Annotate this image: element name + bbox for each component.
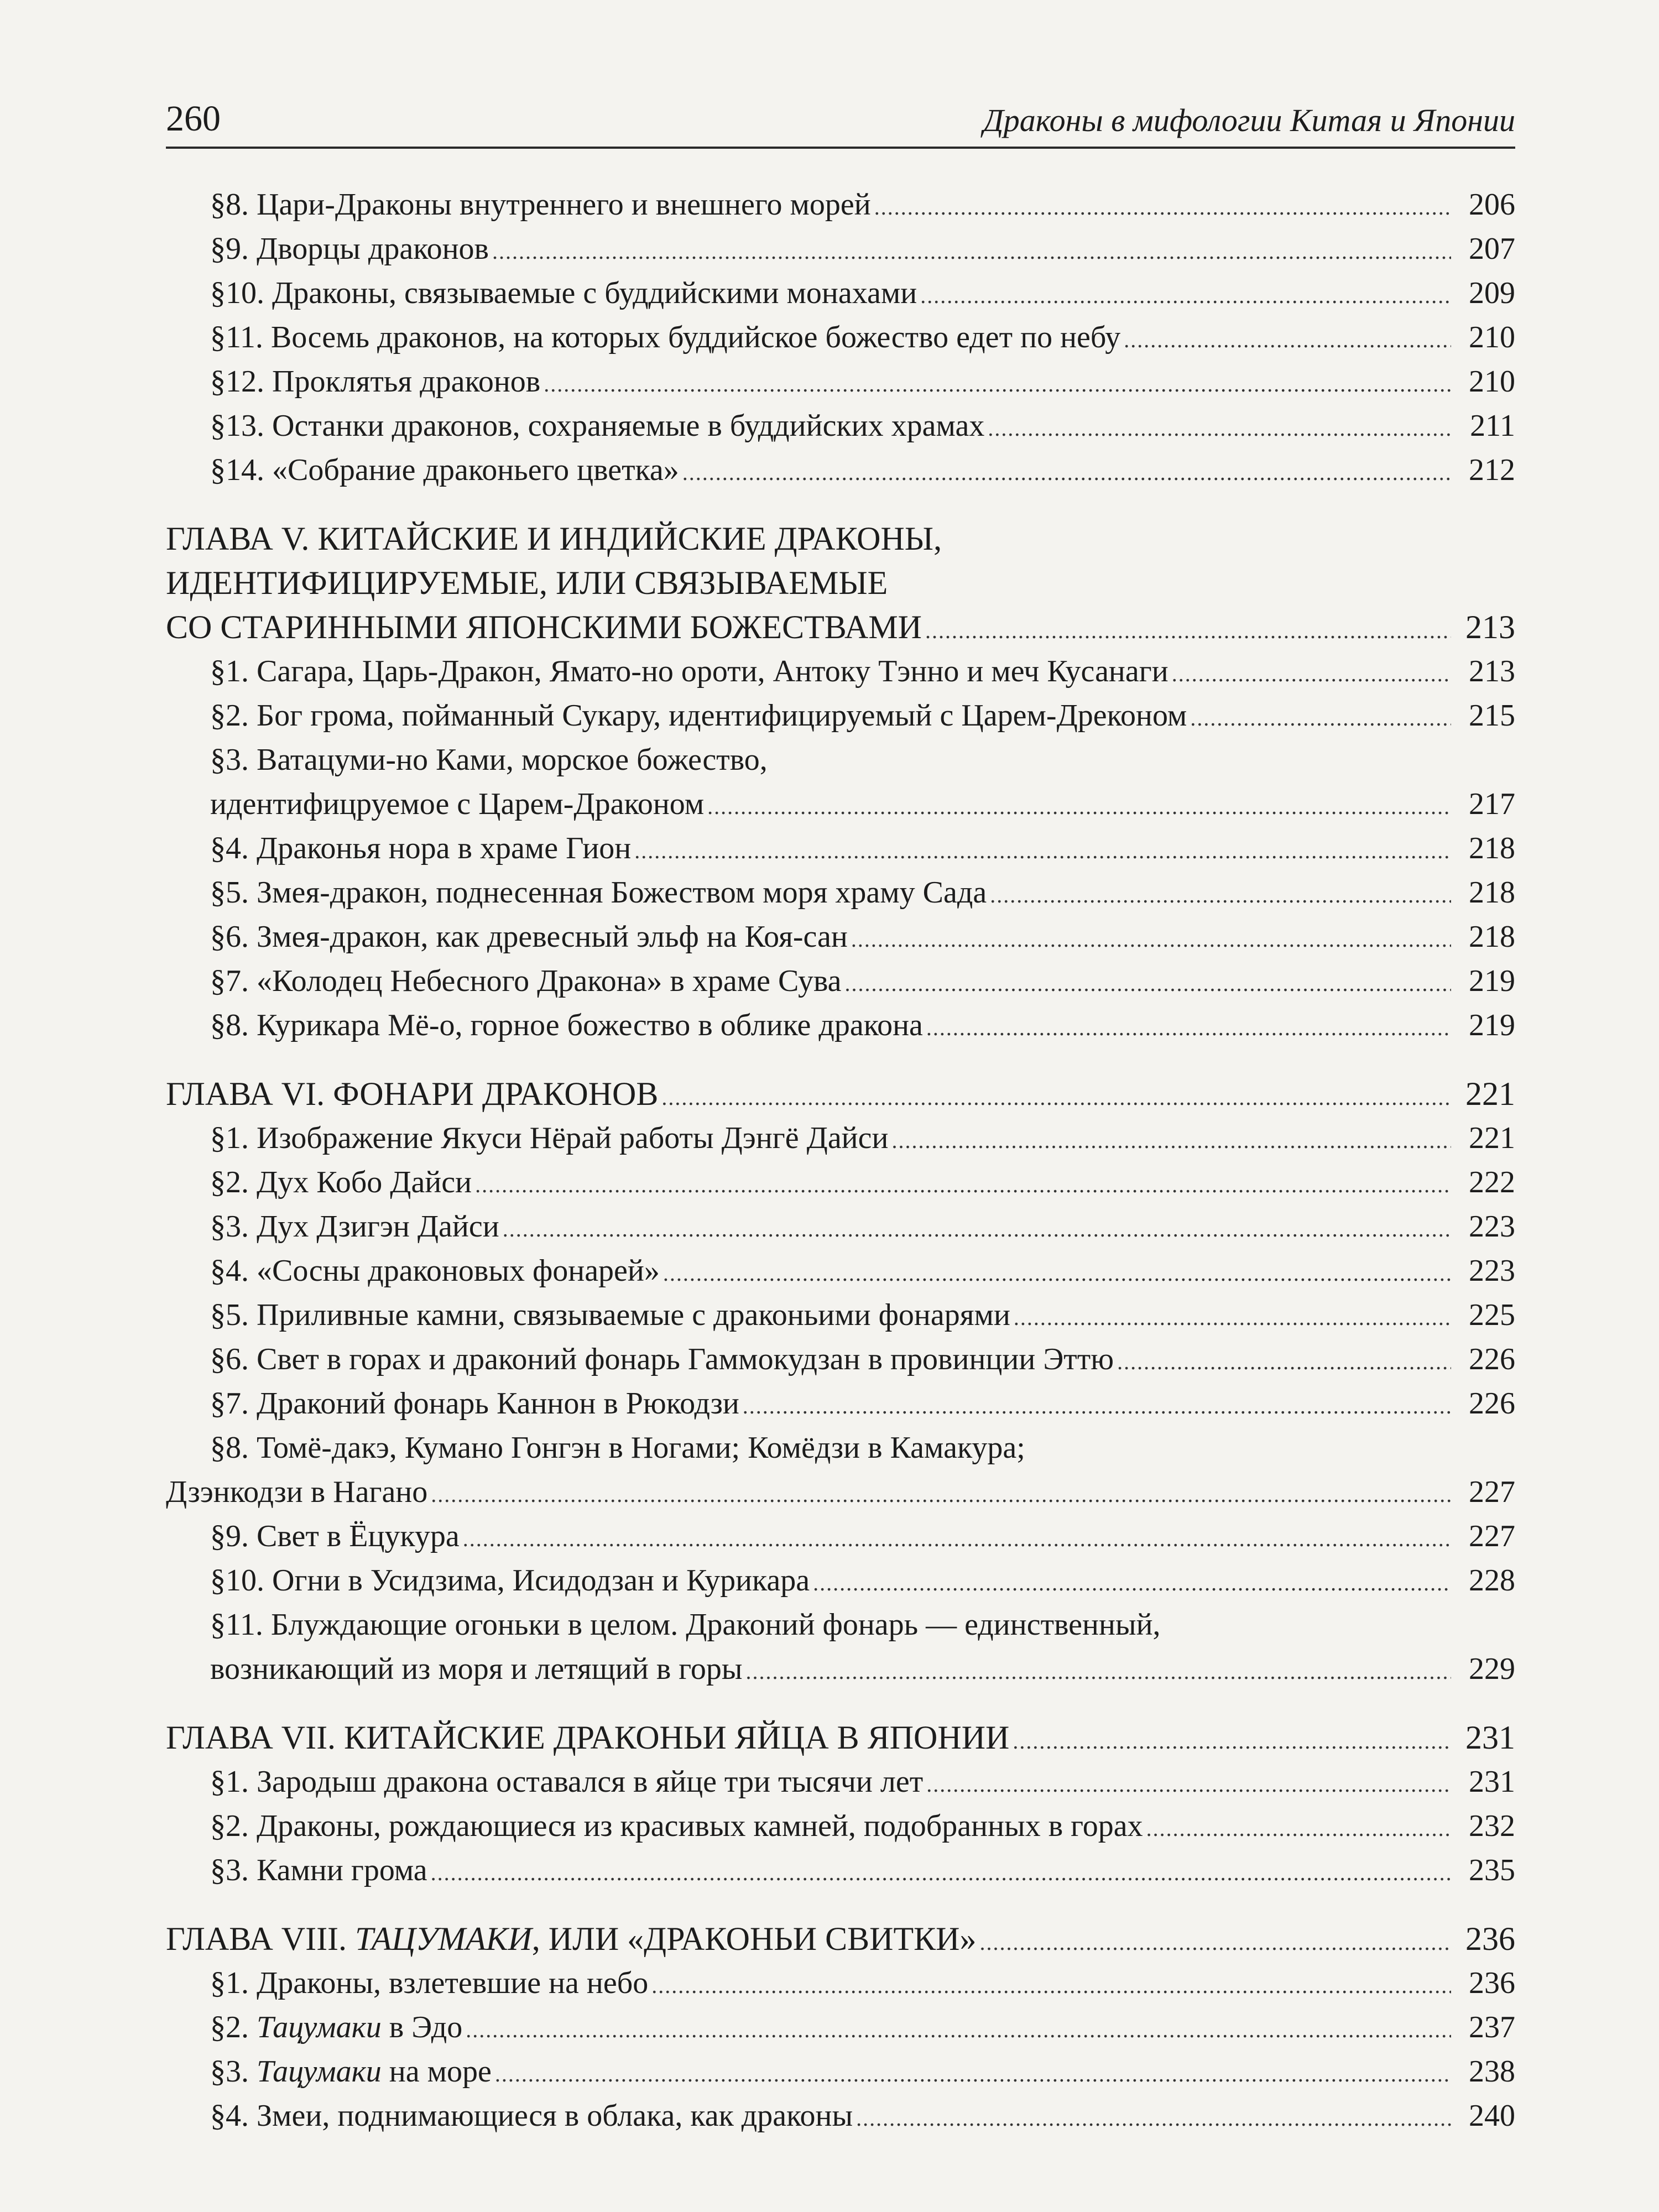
toc-section-entry bbox=[166, 448, 1515, 492]
dot-leader bbox=[682, 451, 1451, 495]
dot-leader bbox=[743, 1384, 1451, 1428]
dot-leader bbox=[1146, 1807, 1451, 1851]
toc-entry-title: §9. Дворцы драконов bbox=[210, 232, 489, 266]
dot-leader bbox=[495, 2052, 1451, 2096]
dot-leader bbox=[1172, 652, 1451, 696]
toc-entry-title: §11. Блуждающие огоньки в целом. Драконий фонарь — единственный, bbox=[210, 1608, 1161, 1642]
toc-page-number: 218 bbox=[1469, 875, 1515, 910]
toc-entry-title: §6. Змея-дракон, как древесный эльф на Коя-сан bbox=[210, 920, 848, 954]
toc-section-entry bbox=[166, 649, 1515, 693]
toc-page-number: 217 bbox=[1469, 787, 1515, 821]
toc-entry-title: Дзэнкодзи в Нагано bbox=[166, 1475, 428, 1509]
dot-leader bbox=[926, 1006, 1451, 1050]
toc-entry-title bbox=[210, 2049, 492, 2094]
dot-leader bbox=[745, 1650, 1451, 1694]
toc-page-number: 226 bbox=[1469, 1386, 1515, 1421]
toc-page-number: 219 bbox=[1469, 964, 1515, 998]
dot-leader bbox=[544, 362, 1451, 406]
toc-section-entry bbox=[166, 1293, 1515, 1337]
toc-section-entry bbox=[166, 738, 1515, 782]
toc-entry-title: §4. Змеи, поднимающиеся в облака, как драконы bbox=[210, 2099, 853, 2133]
dot-leader bbox=[1124, 318, 1451, 362]
toc-entry-title-italic: Тацумаки bbox=[257, 2010, 382, 2044]
toc-page-number: 213 bbox=[1465, 609, 1515, 645]
dot-leader bbox=[920, 274, 1451, 318]
toc-section-entry bbox=[166, 1514, 1515, 1558]
toc-entry-title: §2. Драконы, рождающиеся из красивых камней, подобранных в горах bbox=[210, 1809, 1143, 1843]
dot-leader bbox=[1117, 1340, 1451, 1384]
toc-entry-title: §1. Драконы, взлетевшие на небо bbox=[210, 1966, 649, 2000]
toc-page-number: 237 bbox=[1469, 2010, 1515, 2044]
toc-entry-title: §13. Останки драконов, сохраняемые в буддийских храмах bbox=[210, 409, 985, 443]
dot-leader bbox=[463, 1517, 1451, 1561]
toc-entry-title: §5. Змея-дракон, поднесенная Божеством моря храму Сада bbox=[210, 875, 987, 910]
dot-leader bbox=[661, 1076, 1451, 1120]
dot-leader bbox=[856, 2096, 1451, 2141]
toc-entry-title: §11. Восемь драконов, на которых буддийское божество едет по небу bbox=[210, 320, 1121, 354]
toc-page-number: 209 bbox=[1469, 276, 1515, 310]
page-number: 260 bbox=[166, 98, 221, 139]
dot-leader bbox=[651, 1964, 1451, 2008]
toc-page-number: 221 bbox=[1469, 1121, 1515, 1155]
toc-page-number: 210 bbox=[1469, 364, 1515, 399]
toc-entry-title: §2. Бог грома, пойманный Сукару, идентифицируемый с Царем-Дреконом bbox=[210, 698, 1187, 733]
toc-page-number: 223 bbox=[1469, 1209, 1515, 1244]
toc-page-number: 218 bbox=[1469, 831, 1515, 865]
toc-section-entry bbox=[166, 227, 1515, 271]
dot-leader bbox=[663, 1251, 1451, 1296]
toc-entry-title: §6. Свет в горах и драконий фонарь Гаммокудзан в провинции Эттю bbox=[210, 1342, 1114, 1376]
toc-section-entry bbox=[166, 1337, 1515, 1381]
toc-page-number: 236 bbox=[1469, 1966, 1515, 2000]
dot-leader bbox=[925, 609, 1451, 653]
table-of-contents bbox=[166, 182, 1515, 2138]
toc-entry-title: ГЛАВА V. КИТАЙСКИЕ И ИНДИЙСКИЕ ДРАКОНЫ, bbox=[166, 520, 942, 557]
toc-entry-title: возникающий из моря и летящий в горы bbox=[210, 1652, 743, 1686]
toc-entry-title-suffix: в Эдо bbox=[381, 2010, 463, 2044]
page-header bbox=[166, 77, 1515, 149]
toc-section-entry bbox=[166, 1204, 1515, 1249]
toc-entry-title: §5. Приливные камни, связываемые с драконьими фонарями bbox=[210, 1298, 1010, 1332]
dot-leader bbox=[1190, 696, 1451, 740]
dot-leader bbox=[431, 1851, 1451, 1895]
toc-page-number: 228 bbox=[1469, 1563, 1515, 1598]
toc-page-number: 232 bbox=[1469, 1809, 1515, 1843]
toc-section-entry bbox=[166, 1470, 1515, 1514]
toc-section-entry bbox=[166, 271, 1515, 315]
toc-page-number: 235 bbox=[1469, 1853, 1515, 1887]
toc-section-entry bbox=[166, 1116, 1515, 1160]
toc-section-entry bbox=[166, 359, 1515, 404]
toc-entry-title: §14. «Собрание драконьего цветка» bbox=[210, 453, 679, 487]
toc-section-entry bbox=[166, 1760, 1515, 1804]
dot-leader bbox=[926, 1762, 1451, 1807]
toc-entry-title bbox=[166, 1917, 976, 1961]
toc-entry-title-prefix: §3. bbox=[210, 2054, 257, 2089]
dot-leader bbox=[851, 917, 1451, 962]
dot-leader bbox=[874, 185, 1451, 229]
toc-section-entry bbox=[166, 782, 1515, 826]
toc-page-number: 231 bbox=[1465, 1719, 1515, 1756]
toc-section-entry bbox=[166, 1848, 1515, 1892]
dot-leader bbox=[990, 873, 1451, 917]
running-title: Драконы в мифологии Китая и Японии bbox=[983, 102, 1515, 138]
toc-page-number: 231 bbox=[1469, 1765, 1515, 1799]
toc-section-entry bbox=[166, 1961, 1515, 2005]
toc-entry-title: §8. Томё-дакэ, Кумано Гонгэн в Ногами; Комёдзи в Камакура; bbox=[210, 1431, 1025, 1465]
toc-section-entry bbox=[166, 915, 1515, 959]
toc-entry-title: §1. Сагара, Царь-Дракон, Ямато-но ороти, Антоку Тэнно и меч Кусанаги bbox=[210, 654, 1168, 688]
toc-section-entry bbox=[166, 2005, 1515, 2049]
toc-entry-title-prefix: ГЛАВА VIII. bbox=[166, 1921, 356, 1957]
toc-page-number: 210 bbox=[1469, 320, 1515, 354]
toc-page-number: 206 bbox=[1469, 187, 1515, 222]
toc-section-entry bbox=[166, 1249, 1515, 1293]
toc-page-number: 229 bbox=[1469, 1652, 1515, 1686]
toc-entry-title: ГЛАВА VI. ФОНАРИ ДРАКОНОВ bbox=[166, 1076, 659, 1112]
toc-entry-title: §7. «Колодец Небесного Дракона» в храме Сува bbox=[210, 964, 842, 998]
toc-entry-title-suffix: , ИЛИ «ДРАКОНЬИ СВИТКИ» bbox=[531, 1921, 977, 1957]
toc-section-entry bbox=[166, 1558, 1515, 1603]
toc-page-number: 227 bbox=[1469, 1475, 1515, 1509]
toc-chapter-entry bbox=[166, 605, 1515, 649]
toc-entry-title-italic: ТАЦУМАКИ bbox=[355, 1921, 532, 1957]
toc-page-number: 219 bbox=[1469, 1008, 1515, 1042]
dot-leader bbox=[475, 1163, 1451, 1207]
toc-section-entry bbox=[166, 693, 1515, 738]
toc-section-entry bbox=[166, 1381, 1515, 1426]
toc-entry-title: ИДЕНТИФИЦИРУЕМЫЕ, ИЛИ СВЯЗЫВАЕМЫЕ bbox=[166, 565, 888, 601]
dot-leader bbox=[813, 1561, 1451, 1605]
toc-entry-title: §2. Дух Кобо Дайси bbox=[210, 1165, 472, 1199]
toc-entry-title-prefix: §2. bbox=[210, 2010, 257, 2044]
toc-entry-title bbox=[210, 2005, 462, 2049]
dot-leader bbox=[1013, 1719, 1451, 1764]
dot-leader bbox=[988, 406, 1451, 451]
toc-section-entry bbox=[166, 404, 1515, 448]
toc-entry-title: §3. Ватацуми-но Ками, морское божество, bbox=[210, 743, 768, 777]
toc-chapter-entry bbox=[166, 561, 1515, 605]
toc-section-entry bbox=[166, 1603, 1515, 1647]
dot-leader bbox=[503, 1207, 1451, 1251]
dot-leader bbox=[707, 785, 1451, 829]
toc-entry-title: §10. Драконы, связываемые с буддийскими монахами bbox=[210, 276, 917, 310]
toc-section-entry bbox=[166, 2049, 1515, 2094]
toc-entry-title: §3. Дух Дзигэн Дайси bbox=[210, 1209, 499, 1244]
toc-chapter-entry bbox=[166, 1917, 1515, 1961]
dot-leader bbox=[466, 2008, 1451, 2052]
toc-entry-title: §9. Свет в Ёцукура bbox=[210, 1519, 460, 1553]
dot-leader bbox=[979, 1921, 1451, 1965]
toc-page-number: 225 bbox=[1469, 1298, 1515, 1332]
toc-page-number: 227 bbox=[1469, 1519, 1515, 1553]
toc-page-number: 240 bbox=[1469, 2099, 1515, 2133]
toc-entry-title: §1. Зародыш дракона оставался в яйце три тысячи лет bbox=[210, 1765, 924, 1799]
toc-page-number: 238 bbox=[1469, 2054, 1515, 2089]
toc-entry-title: СО СТАРИННЫМИ ЯПОНСКИМИ БОЖЕСТВАМИ bbox=[166, 609, 922, 645]
toc-page-number: 212 bbox=[1469, 453, 1515, 487]
toc-page-number: 223 bbox=[1469, 1254, 1515, 1288]
toc-page-number: 221 bbox=[1465, 1076, 1515, 1112]
toc-section-entry bbox=[166, 1426, 1515, 1470]
dot-leader bbox=[891, 1119, 1451, 1163]
toc-chapter-entry bbox=[166, 517, 1515, 561]
toc-chapter-entry bbox=[166, 1715, 1515, 1760]
toc-entry-title: §7. Драконий фонарь Каннон в Рюкодзи bbox=[210, 1386, 739, 1421]
toc-page-number: 213 bbox=[1469, 654, 1515, 688]
toc-entry-title: §1. Изображение Якуси Нёрай работы Дэнгё Дайси bbox=[210, 1121, 889, 1155]
toc-page-number: 226 bbox=[1469, 1342, 1515, 1376]
toc-section-entry bbox=[166, 959, 1515, 1003]
toc-entry-title: §4. Драконья нора в храме Гион bbox=[210, 831, 632, 865]
toc-entry-title: §3. Камни грома bbox=[210, 1853, 427, 1887]
toc-page-number: 236 bbox=[1465, 1921, 1515, 1957]
toc-section-entry bbox=[166, 870, 1515, 915]
dot-leader bbox=[492, 229, 1451, 274]
toc-section-entry bbox=[166, 182, 1515, 227]
toc-section-entry bbox=[166, 1003, 1515, 1047]
toc-entry-title: идентифицруемое с Царем-Драконом bbox=[210, 787, 705, 821]
toc-chapter-entry bbox=[166, 1072, 1515, 1116]
toc-page-number: 218 bbox=[1469, 920, 1515, 954]
toc-entry-title: ГЛАВА VII. КИТАЙСКИЕ ДРАКОНЬИ ЯЙЦА В ЯПОНИИ bbox=[166, 1719, 1010, 1756]
dot-leader bbox=[845, 962, 1451, 1006]
dot-leader bbox=[431, 1473, 1451, 1517]
toc-entry-title: §8. Цари-Драконы внутреннего и внешнего морей bbox=[210, 187, 871, 222]
toc-section-entry bbox=[166, 1804, 1515, 1848]
toc-page-number: 207 bbox=[1469, 232, 1515, 266]
toc-section-entry bbox=[166, 315, 1515, 359]
dot-leader bbox=[1014, 1296, 1451, 1340]
toc-section-entry bbox=[166, 2094, 1515, 2138]
toc-entry-title: §4. «Сосны драконовых фонарей» bbox=[210, 1254, 660, 1288]
toc-page-number: 222 bbox=[1469, 1165, 1515, 1199]
dot-leader bbox=[634, 829, 1451, 873]
toc-entry-title-italic: Тацумаки bbox=[257, 2054, 382, 2089]
toc-page-number: 211 bbox=[1470, 409, 1515, 443]
toc-entry-title: §8. Курикара Мё-о, горное божество в облике дракона bbox=[210, 1008, 923, 1042]
toc-section-entry bbox=[166, 1160, 1515, 1204]
book-page bbox=[166, 77, 1515, 2179]
toc-section-entry bbox=[166, 1647, 1515, 1691]
toc-entry-title-suffix: на море bbox=[381, 2054, 492, 2089]
toc-page-number: 215 bbox=[1469, 698, 1515, 733]
toc-entry-title: §12. Проклятья драконов bbox=[210, 364, 541, 399]
toc-section-entry bbox=[166, 826, 1515, 870]
toc-entry-title: §10. Огни в Усидзима, Исидодзан и Курикара bbox=[210, 1563, 810, 1598]
